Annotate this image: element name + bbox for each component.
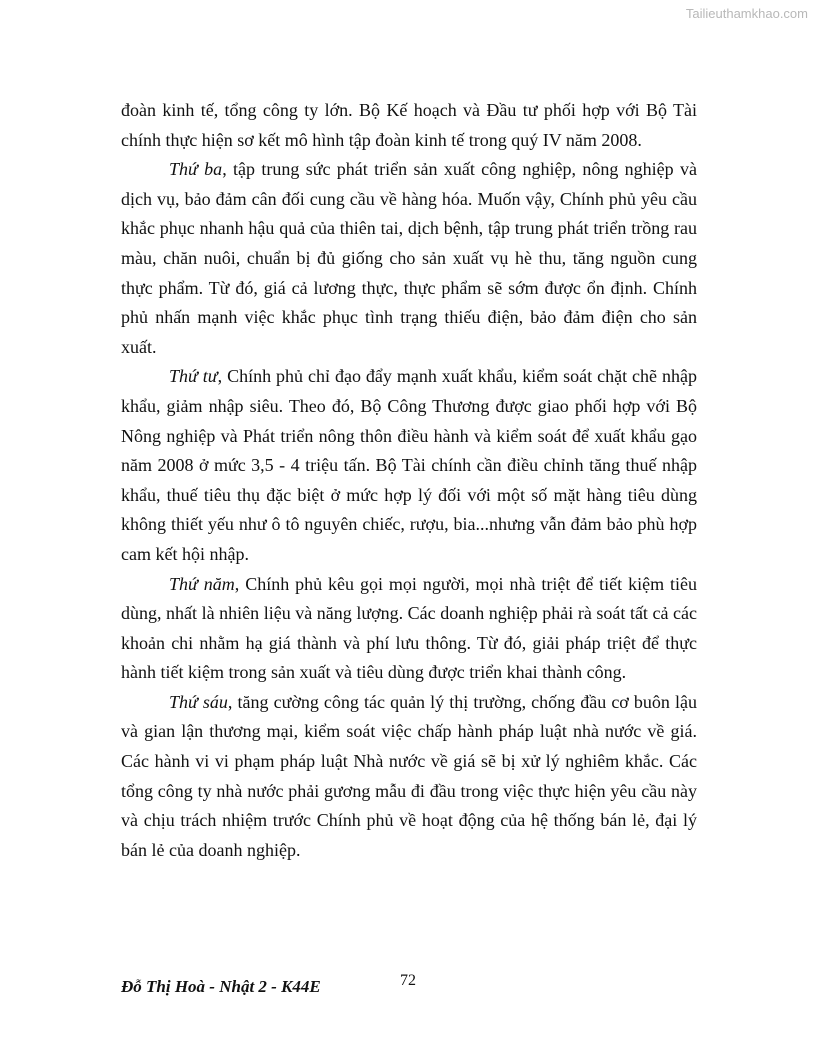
paragraph-text: , tăng cường công tác quản lý thị trường, chống đầu cơ buôn lậu và gian lận thương mại, kiểm soát việc chấp hành pháp luật nhà nước về giá. Các hành vi vi phạm pháp luật Nhà nước về giá sẽ bị xử lý nghiêm khắc. Các tổng công ty nhà nước phải gương mẫu đi đầu trong việc thực hiện yêu cầu này và chịu trách nhiệm trước Chính phủ về hoạt động của hệ thống bán lẻ, đại lý bán lẻ của doanh nghiệp.: [121, 691, 697, 860]
paragraph-thu-tu: [121, 362, 697, 569]
paragraph-text: , tập trung sức phát triển sản xuất công nghiệp, nông nghiệp và dịch vụ, bảo đảm cân đối cung cầu về hàng hóa. Muốn vậy, Chính phủ yêu cầu khắc phục nhanh hậu quả của thiên tai, dịch bệnh, tập trung phát triển trồng rau màu, chăn nuôi, chuẩn bị đủ giống cho sản xuất vụ hè thu, tăng nguồn cung thực phẩm. Từ đó, giá cả lương thực, thực phẩm sẽ sớm được ổn định. Chính phủ nhấn mạnh việc khắc phục tình trạng thiếu điện, bảo đảm điện cho sản xuất.: [121, 159, 698, 357]
document-body: [121, 96, 697, 865]
footer-author: Đỗ Thị Hoà - Nhật 2 - K44E: [121, 977, 321, 996]
paragraph-text: , Chính phủ chỉ đạo đẩy mạnh xuất khẩu, kiểm soát chặt chẽ nhập khẩu, giảm nhập siêu. Theo đó, Bộ Công Thương được giao phối hợp với Bộ Nông nghiệp và Phát triển nông thôn điều hành và kiểm soát để xuất khẩu gạo năm 2008 ở mức 3,5 - 4 triệu tấn. Bộ Tài chính cần điều chỉnh tăng thuế nhập khẩu, thuế tiêu thụ đặc biệt ở mức hợp lý đối với một số mặt hàng tiêu dùng không thiết yếu như ô tô nguyên chiếc, rượu, bia...nhưng vẫn đảm bảo phù hợp cam kết hội nhập.: [121, 366, 697, 564]
paragraph-lead: Thứ sáu: [169, 691, 228, 712]
watermark: Tailieuthamkhao.com: [685, 6, 808, 21]
paragraph-thu-ba: [121, 155, 697, 362]
paragraph-lead: Thứ năm: [169, 573, 235, 594]
paragraph-text: , Chính phủ kêu gọi mọi người, mọi nhà triệt để tiết kiệm tiêu dùng, nhất là nhiên liệu và năng lượng. Các doanh nghiệp phải rà soát tất cả các khoản chi nhằm hạ giá thành và phí lưu thông. Từ đó, giải pháp triệt để thực hành tiết kiệm trong sản xuất và tiêu dùng được triển khai thành công.: [121, 573, 698, 683]
paragraph-continuation: [121, 96, 697, 155]
paragraph-thu-sau: [121, 688, 697, 866]
paragraph-thu-nam: [121, 570, 697, 688]
paragraph-lead: Thứ tư: [169, 366, 218, 387]
paragraph-text: đoàn kinh tế, tổng công ty lớn. Bộ Kế hoạch và Đầu tư phối hợp với Bộ Tài chính thực hiện sơ kết mô hình tập đoàn kinh tế trong quý IV năm 2008.: [121, 100, 697, 150]
page-number: 72: [400, 972, 416, 989]
paragraph-lead: Thứ ba: [169, 159, 223, 180]
